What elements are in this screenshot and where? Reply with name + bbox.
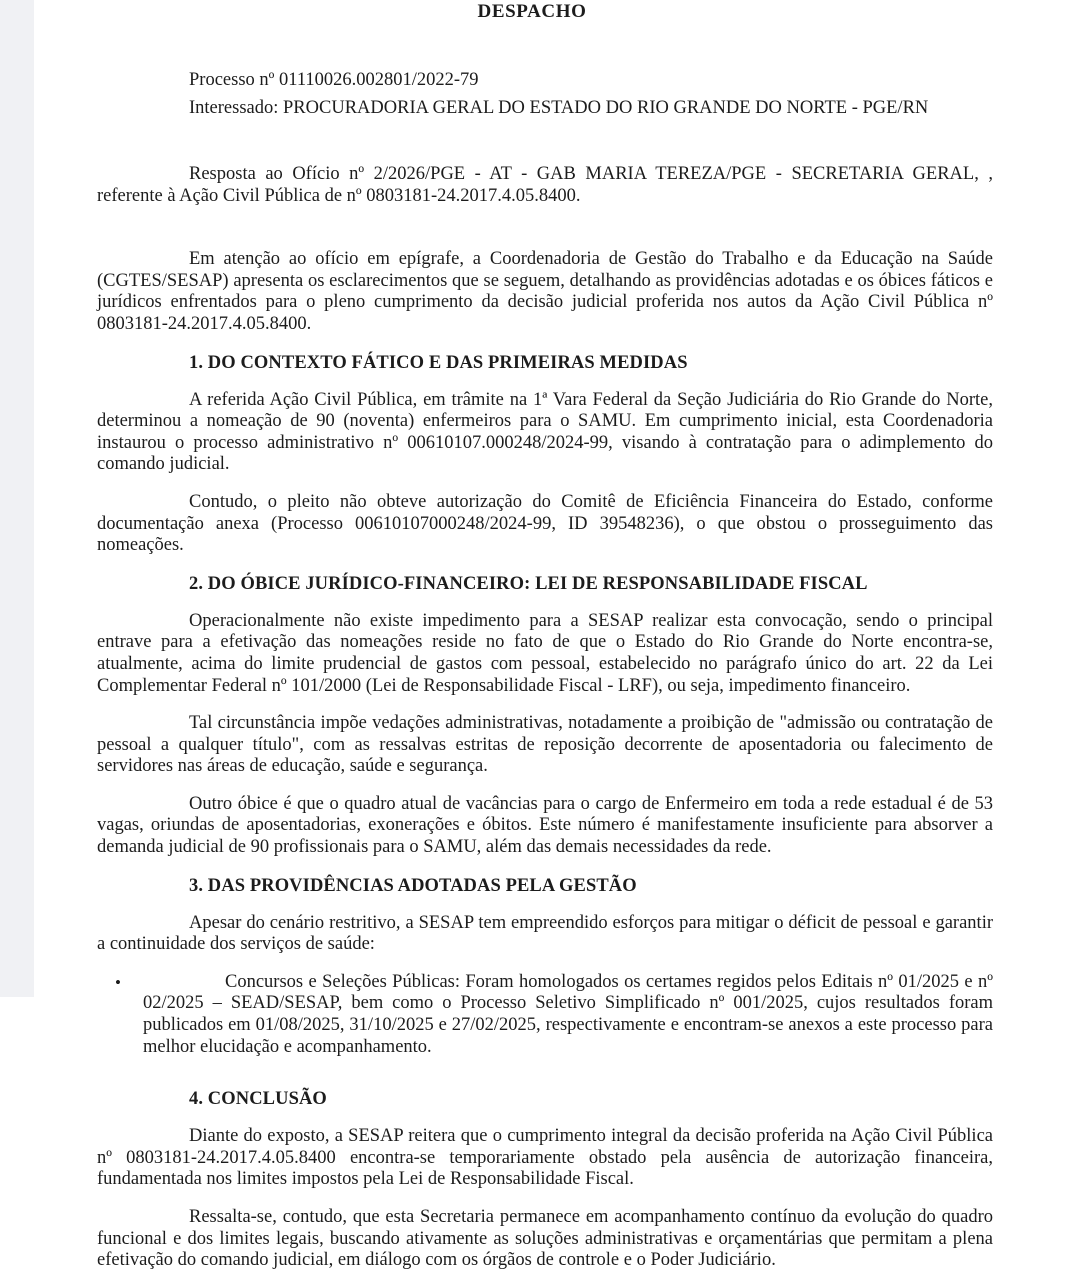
interessado-line: Interessado: PROCURADORIA GERAL DO ESTADO DO RIO GRANDE DO NORTE - PGE/RN — [189, 98, 929, 118]
section-4-paragraph-2: Ressalta-se, contudo, que esta Secretaria permanece em acompanhamento contínuo da evolução do quadro funcional e dos limites legais, buscando ativamente as soluções administrativas e orçamentárias que permitam a plena efetivação do comando judicial, em diálogo com os órgãos de controle e o Poder Judiciário. — [97, 1207, 993, 1271]
section-1-paragraph-1: A referida Ação Civil Pública, em trâmite na 1ª Vara Federal da Seção Judiciária do Rio Grande do Norte, determinou a nomeação de 90 (noventa) enfermeiros para o SAMU. Em cumprimento inicial, esta Coordenadoria instaurou o processo administrativo nº 00610107.000248/2024-99, visando à contratação para o adimplemento do comando judicial. — [97, 389, 993, 475]
paragraph-resposta-oficio: Resposta ao Ofício nº 2/2026/PGE - AT - GAB MARIA TEREZA/PGE - SECRETARIA GERAL, , referente à Ação Civil Pública de nº 0803181-24.2017.4.05.8400. — [97, 164, 993, 206]
section-4-paragraph-1: Diante do exposto, a SESAP reitera que o cumprimento integral da decisão proferida na Ação Civil Pública nº 0803181-24.2017.4.05.8400 encontra-se temporariamente obstado pela ausência de autorização financeira, fundamentada nos limites impostos pela Lei de Responsabilidade Fiscal. — [97, 1126, 993, 1190]
section-1 — [97, 352, 993, 557]
paragraph-em-atencao: Em atenção ao ofício em epígrafe, a Coordenadoria de Gestão do Trabalho e da Educação na Saúde (CGTES/SESAP) apresenta os esclarecimentos que se seguem, detalhando as providências adotadas e os óbices fáticos e jurídicos enfrentados para o pleno cumprimento da decisão judicial proferida nos autos da Ação Civil Pública nº 0803181-24.2017.4.05.8400. — [97, 249, 993, 334]
section-3-heading: 3. DAS PROVIDÊNCIAS ADOTADAS PELA GESTÃO — [189, 875, 637, 896]
list-item-text: Concursos e Seleções Públicas: Foram homologados os certames regidos pelos Editais nº 01/2025 e nº 02/2025 – SEAD/SESAP, bem como o Processo Seletivo Simplificado nº 001/2025, cujos resultados foram publicados em 01/08/2025, 31/10/2025 e 27/02/2025, respectivamente e encontram-se anexos a este processo para melhor elucidação e acompanhamento. — [143, 971, 993, 1057]
section-1-paragraph-2: Contudo, o pleito não obteve autorização do Comitê de Eficiência Financeira do Estado, conforme documentação anexa (Processo 00610107000248/2024-99, ID 39548236), o que obstou o prosseguimento das nomeações. — [97, 491, 993, 556]
intro-block — [97, 164, 993, 207]
document-metadata — [97, 66, 993, 122]
document-page — [34, 0, 1080, 1271]
section-2-heading: 2. DO ÓBICE JURÍDICO-FINANCEIRO: LEI DE RESPONSABILIDADE FISCAL — [189, 573, 868, 594]
section-2-paragraph-1: Operacionalmente não existe impedimento para a SESAP realizar esta convocação, sendo o principal entrave para a efetivação das nomeações reside no fato de que o Estado do Rio Grande do Norte encontra-se, atualmente, acima do limite prudencial de gastos com pessoal, estabelecido no parágrafo único do art. 22 da Lei Complementar Federal nº 101/2000 (Lei de Responsabilidade Fiscal - LRF), ou seja, impedimento financeiro. — [97, 610, 993, 696]
section-1-heading: 1. DO CONTEXTO FÁTICO E DAS PRIMEIRAS MEDIDAS — [189, 352, 688, 373]
processo-number-line: Processo nº 01110026.002801/2022-79 — [189, 70, 479, 90]
document-title: DESPACHO — [477, 1, 587, 22]
bullet-icon: • — [115, 972, 121, 992]
section-2-paragraph-3: Outro óbice é que o quadro atual de vacâncias para o cargo de Enfermeiro em toda a rede estadual é de 53 vagas, oriundas de aposentadorias, exonerações e óbitos. Este número é manifestamente insuficiente para absorver a demanda judicial de 90 profissionais para o SAMU, além das demais necessidades da rede. — [97, 793, 993, 858]
intro-block-secondary — [97, 249, 993, 335]
section-2 — [97, 573, 993, 859]
list-item — [97, 972, 993, 1058]
section-2-paragraph-2: Tal circunstância impõe vedações administrativas, notadamente a proibição de "admissão ou contratação de pessoal a qualquer título", com as ressalvas estritas de reposição decorrente de aposentadoria ou falecimento de servidores nas áreas de educação, saúde e segurança. — [97, 713, 993, 777]
section-3 — [97, 875, 993, 1059]
section-4 — [97, 1088, 993, 1272]
section-4-heading: 4. CONCLUSÃO — [189, 1089, 327, 1110]
section-3-paragraph-1: Apesar do cenário restritivo, a SESAP tem empreendido esforços para mitigar o déficit de pessoal e garantir a continuidade dos serviços de saúde: — [97, 912, 993, 955]
document-viewer-left-gutter — [0, 0, 34, 997]
